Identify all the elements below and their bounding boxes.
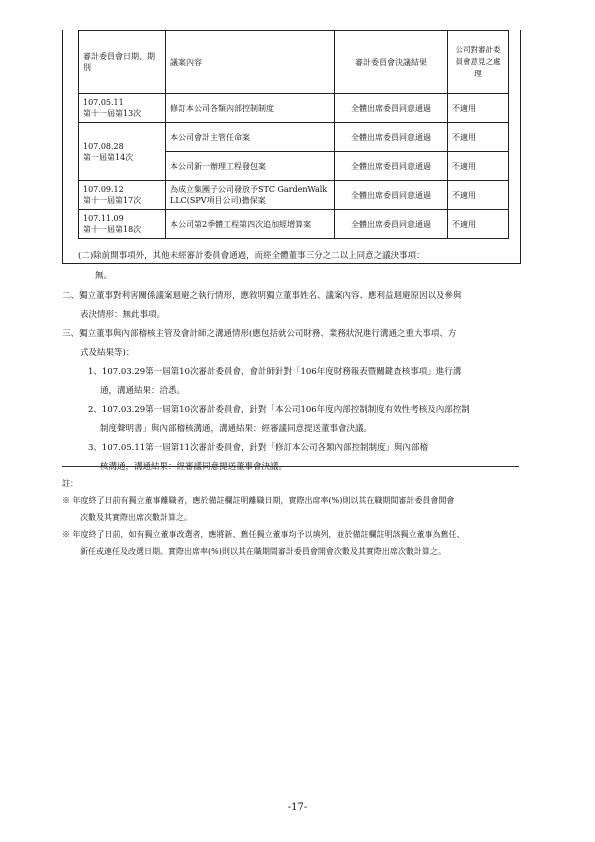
row-handling: 不適用 bbox=[448, 181, 509, 210]
row-handling: 不適用 bbox=[448, 152, 509, 181]
table-row bbox=[79, 94, 509, 123]
item3-line1: 二、獨立董事對利害關係議案迴避之執行情形，應敘明獨立董事姓名、議案內容、應利益迴避原因以及參與 bbox=[62, 291, 462, 301]
item2-continued-line2: 無。 bbox=[95, 271, 113, 281]
table-row bbox=[79, 181, 509, 210]
row-result: 全體出席委員同意通過 bbox=[335, 152, 448, 181]
header-handling: 公司對審計委員會意見之處理 bbox=[448, 31, 509, 94]
row-date-cell bbox=[79, 123, 166, 181]
row-handling: 不適用 bbox=[448, 123, 509, 152]
row-content: 本公司第2季體工程第四次追加經增算案 bbox=[166, 210, 335, 239]
sub1-line2: 通，溝通結果：洽悉。 bbox=[100, 386, 186, 396]
row-date-cell bbox=[79, 210, 166, 239]
item4-line1: 三、獨立董事與內部稽核主管及會計師之溝通情形(應包括就公司財務、業務狀況進行溝通之重大事項、方 bbox=[62, 329, 457, 339]
row-content: 修訂本公司各類內部控制制度 bbox=[166, 94, 335, 123]
sub3-line2: 核溝通，溝通結果：經審議同意提送董事會決議。 bbox=[100, 462, 288, 472]
note2-line2: 新任或連任及改選日期。實際出席率(%)則以其在職期間審計委員會開會次數及其實際出席次數計算之。 bbox=[80, 547, 446, 556]
row-handling: 不適用 bbox=[448, 94, 509, 123]
table-row bbox=[79, 210, 509, 239]
row-date-cell bbox=[79, 94, 166, 123]
header-date: 審計委員會日期、期別 bbox=[79, 31, 166, 94]
row-content: 本公司新一辦理工程發包案 bbox=[166, 152, 335, 181]
sub3-line1: 3、107.05.11第一屆第11次審計委員會，針對「修訂本公司各類內部控制制度」與內部稽 bbox=[88, 443, 428, 453]
table-row bbox=[79, 123, 509, 152]
row-date: 107.05.11 bbox=[83, 98, 124, 107]
header-result: 審計委員會決議結果 bbox=[335, 31, 448, 94]
row-handling: 不適用 bbox=[448, 210, 509, 239]
note2-line1: ※ 年度終了日前，如有獨立董事改選者，應將新、舊任獨立董事均予以填列，並於備註欄註明該獨立董事為舊任、 bbox=[62, 530, 465, 539]
row-result: 全體出席委員同意通過 bbox=[335, 94, 448, 123]
note1-line1: ※ 年度終了日前有獨立董事離職者，應於備註欄註明離職日期，實際出席率(%)則以其在職期間審計委員會開會 bbox=[62, 496, 455, 505]
audit-committee-table bbox=[78, 30, 509, 239]
item3-line2: 表決情形：無此事項。 bbox=[80, 310, 166, 320]
notes-label: 註： bbox=[62, 479, 78, 488]
row-result: 全體出席委員同意通過 bbox=[335, 181, 448, 210]
notes-divider bbox=[62, 466, 519, 467]
table-header-row bbox=[79, 31, 509, 94]
sub2-line1: 2、107.03.29第一屆第10次審計委員會，針對「本公司106年度內部控制制度有效性考核及內部控制 bbox=[88, 405, 470, 415]
page-number: -17- bbox=[287, 802, 308, 813]
sub2-line2: 制度聲明書」與內部稽核溝通，溝通結果：經審議同意提送董事會決議。 bbox=[100, 424, 373, 434]
item4-line2: 式及結果等)： bbox=[80, 348, 135, 358]
header-content: 議案內容 bbox=[166, 31, 335, 94]
row-date: 107.09.12 bbox=[83, 185, 124, 194]
row-result: 全體出席委員同意通過 bbox=[335, 123, 448, 152]
note1-line2: 次數及其實際出席次數計算之。 bbox=[80, 513, 192, 522]
row-session: 第十一屆第18次 bbox=[83, 225, 142, 234]
row-content: 本公司會計主管任命案 bbox=[166, 123, 335, 152]
row-session: 第十一屆第17次 bbox=[83, 196, 142, 205]
sub1-line1: 1、107.03.29第一屆第10次審計委員會，會計師針對「106年度財務報表暨關鍵查核事項」進行溝 bbox=[88, 367, 462, 377]
row-date: 107.11.09 bbox=[83, 214, 124, 223]
row-date-cell bbox=[79, 181, 166, 210]
row-date: 107.08.28 bbox=[83, 141, 124, 151]
row-result: 全體出席委員同意通過 bbox=[335, 210, 448, 239]
item2-continued-line1: (二)除前開事項外，其他未經審計委員會通過，而經全體董事三分之二以上同意之議決事項： bbox=[78, 251, 425, 261]
row-session: 第一屆第14次 bbox=[83, 152, 134, 162]
row-session: 第十一屆第13次 bbox=[83, 109, 142, 118]
row-content: 為成立集團子公司發放予STC GardenWalk LLC(SPV項目公司)擔保案 bbox=[166, 181, 335, 210]
